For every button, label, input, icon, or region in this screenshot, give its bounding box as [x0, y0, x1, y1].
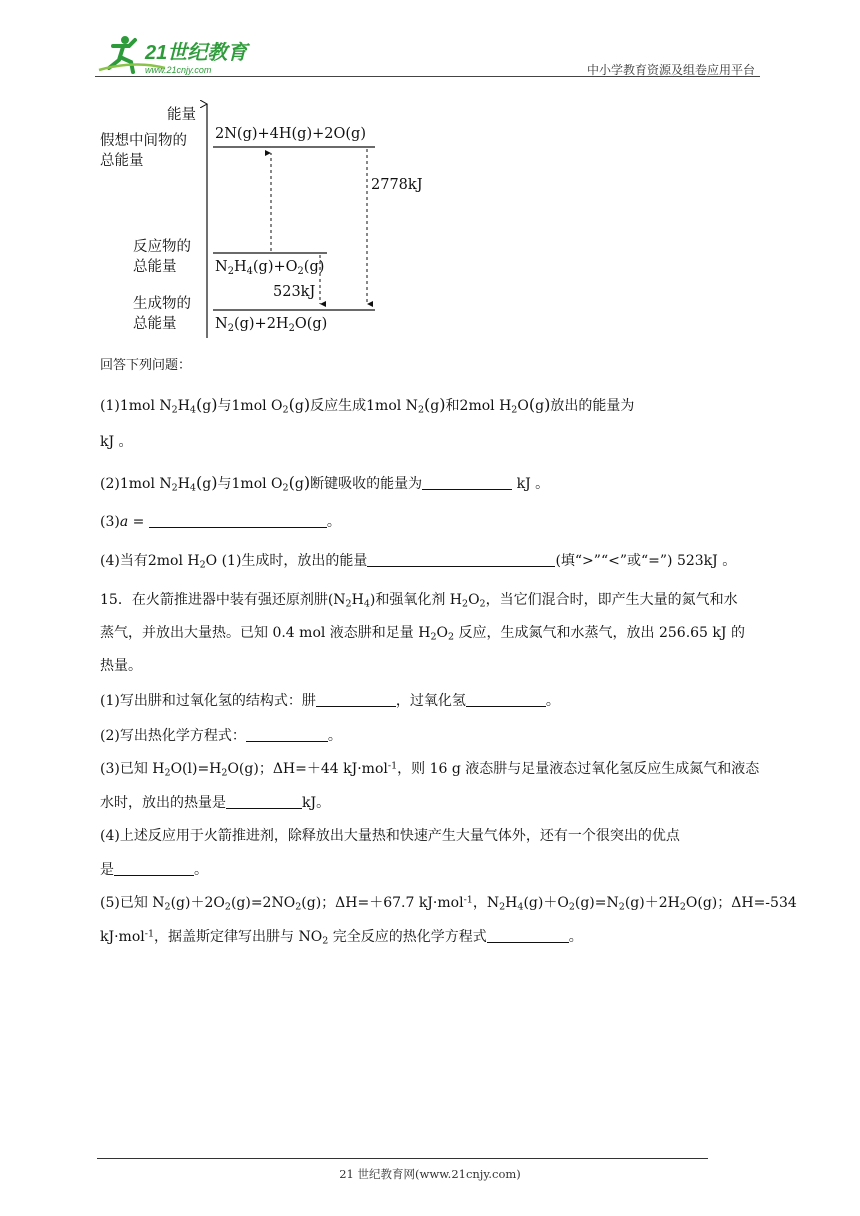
q15-part-5-line-1: (5)已知 $N_2(g)+2O_2(g)=2NO_2(g)$；ΔH=＋67.7 kJ·mol$^{-1}$，$N_2H_4(g)+O_2(g)=N_2(g)+2H_2O(g)$；ΔH=-534 — [100, 894, 797, 913]
label-reactants-1: 反应物的 — [133, 239, 191, 255]
q15-part-4-line-2: 是 。 — [100, 862, 208, 878]
page-header — [95, 30, 760, 78]
q15-part-3-line-1: (3)已知 $H_2O(l)=H_2O(g)$；ΔH=＋44 kJ·mol$^{-1}$，则 16 g 液态肼与足量液态过氧化氢反应生成氮气和液态 — [100, 760, 760, 779]
energy-523-label: 523kJ — [273, 284, 316, 300]
site-logo — [95, 32, 265, 76]
q14-part-1: (1)1mol $N_2H_4(g)$与1mol $O_2(g)$反应生成1mol $N_2(g)$和2mol $H_2O(g)$放出的能量为 — [100, 395, 635, 416]
label-products-2: 总能量 — [133, 316, 177, 332]
answer-blank[interactable] — [422, 475, 512, 490]
q15-part-5-line-2: kJ·mol$^{-1}$，据盖斯定律写出肼与 $NO_2$ 完全反应的热化学方程式 。 — [100, 928, 583, 947]
q15-intro-line-3: 热量。 — [100, 658, 142, 674]
q14-intro: 回答下列问题： — [100, 358, 192, 373]
answer-blank[interactable] — [466, 692, 546, 707]
q15-part-4-line-1: (4)上述反应用于火箭推进剂，除释放出大量热和快速产生大量气体外，还有一个很突出的优点 — [100, 828, 680, 844]
q15-intro-line-1: 15．在火箭推进器中装有强还原剂肼$(N_2H_4)$和强氧化剂 $H_2O_2$，当它们混合时，即产生大量的氮气和水 — [100, 592, 738, 610]
label-intermediate-1: 假想中间物的 — [100, 133, 187, 149]
platform-text: 中小学教育资源及组卷应用平台 — [586, 63, 755, 77]
y-axis-label: 能量 — [167, 107, 196, 123]
species-intermediate: 2N(g)+4H(g)+2O(g) — [215, 126, 366, 142]
q14-part-4: (4)当有2mol $H_2O$ (1)生成时，放出的能量 (填“>”“<”或“=”) 523kJ 。 — [100, 553, 737, 571]
answer-blank[interactable] — [316, 692, 396, 707]
energy-diagram — [95, 100, 435, 345]
q14-part-2: (2)1mol $N_2H_4(g)$与1mol $O_2(g)$断键吸收的能量为 kJ 。 — [100, 473, 550, 494]
q14-part-1-unit: kJ 。 — [100, 434, 133, 450]
header-divider — [95, 76, 760, 77]
label-intermediate-2: 总能量 — [100, 153, 144, 169]
q15-intro-line-2: 蒸气，并放出大量热。已知 0.4 mol 液态肼和足量 $H_2O_2$ 反应，生成氮气和水蒸气，放出 256.65 kJ 的 — [100, 625, 745, 643]
q15-part-1: (1)写出肼和过氧化氢的结构式：肼 ，过氧化氢 。 — [100, 693, 560, 709]
species-reactants: $N_2H_4(g)+O_2(g)$ — [215, 259, 325, 277]
energy-2778-label: 2778kJ — [371, 177, 423, 193]
label-products-1: 生成物的 — [133, 296, 191, 312]
species-products: $N_2(g)+2H_2O(g)$ — [215, 316, 328, 334]
logo-url: www.21cnjy.com — [145, 65, 212, 75]
logo-text: 21世纪教育 — [145, 42, 248, 64]
footer-text: 21 世纪教育网(www.21cnjy.com) — [339, 1167, 521, 1181]
answer-blank[interactable] — [246, 727, 328, 742]
q15-part-2: (2)写出热化学方程式： 。 — [100, 728, 342, 744]
q15-part-3-line-2: 水时，放出的热量是 kJ。 — [100, 795, 331, 811]
answer-blank[interactable] — [487, 928, 569, 943]
answer-blank[interactable] — [114, 861, 194, 876]
answer-blank[interactable] — [149, 513, 327, 528]
q14-part-3: (3)a = 。 — [100, 514, 341, 530]
footer-divider — [97, 1158, 708, 1159]
label-reactants-2: 总能量 — [133, 259, 177, 275]
answer-blank[interactable] — [226, 794, 302, 809]
answer-blank[interactable] — [367, 552, 555, 567]
